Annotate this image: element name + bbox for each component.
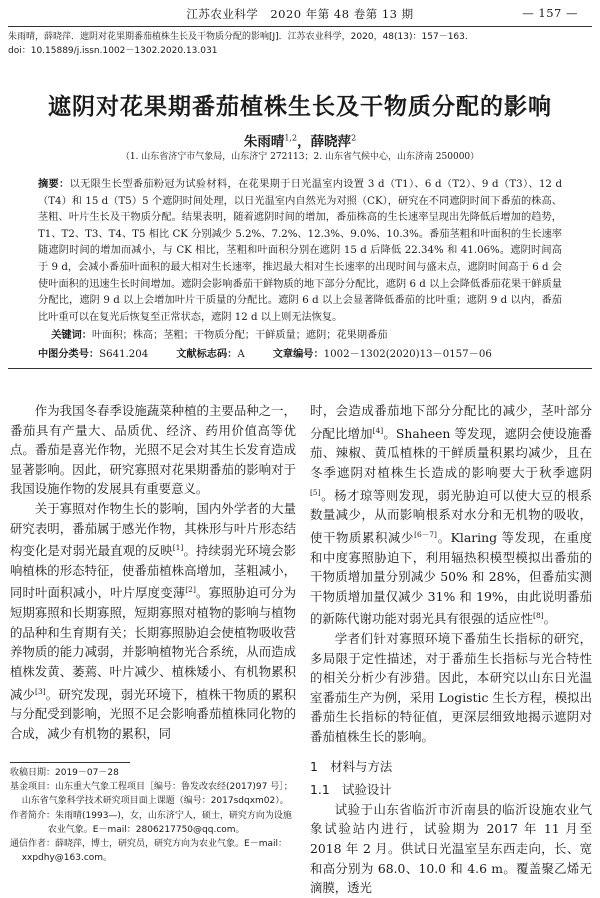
article-no-label: 文章编号：	[272, 349, 324, 360]
abstract-label: 摘要：	[38, 179, 70, 190]
keywords-line	[38, 328, 562, 345]
citation-block	[8, 30, 592, 58]
article-no: 1002－1302(2020)13－0157－06	[323, 349, 492, 360]
classification-line	[38, 345, 562, 360]
author-affil-mark: 1,2	[284, 133, 298, 143]
page-number: — 157 —	[522, 6, 578, 20]
paragraph: 时，会造成番茄地下部分分配比的减少，茎叶部分分配比增加[4]。Shaheen 等发现，遮阴会使设施番茄、辣椒、黄瓜植株的干鲜质量积累均减少，且在冬季遮阴对植株生长造成的影响要大于秋季遮阴[5]。杨才琼等则发现，弱光胁迫可以使大豆的根系数量减少，从而影响根系对水分和无机物的吸收，使干物质累积减少[6－7]。Klaring 等发现，在重度和中度寡照胁迫下，利用辐热积模型模拟出番茄的干物质增加量分别减少 50% 和 28%，但番茄实测干物质增加量仅减少 31% 和 19%，由此说明番茄的新陈代谢功能对弱光具有很强的适应性[8]。	[310, 403, 593, 627]
clc-label: 中图分类号：	[38, 349, 100, 360]
footnote-divider	[10, 762, 130, 763]
article-title: 遮阴对花果期番茄植株生长及干物质分配的影响	[48, 94, 552, 120]
subsection-heading: 1.1 试验设计	[310, 782, 392, 798]
footnotes	[10, 766, 296, 865]
doc-code-label: 文献标志码：	[176, 349, 238, 360]
keywords: 叶面积；株高；茎粗；干物质分配；干鲜质量；遮阴；花果期番茄	[92, 330, 388, 341]
citation-ref: [1]	[172, 543, 184, 553]
author-separator: ，	[297, 134, 311, 150]
author-name: 薛晓萍	[310, 134, 352, 150]
author-line	[0, 130, 600, 150]
author-name: 朱雨晴	[243, 134, 285, 150]
corresponding-author: 通信作者：薛晓萍，博士，研究员，研究方向为农业气象。E－mail：	[10, 839, 287, 850]
doi-text: doi：10.15889/j.issn.1002－1302.2020.13.031	[8, 46, 218, 56]
header-divider	[8, 26, 592, 27]
paragraph: 学者们针对寡照环境下番茄生长指标的研究，多局限于定性描述，对于番茄生长指标与光合特性的相关分析少有涉猎。因此，本研究以山东日光温室番茄生产为例，采用 Logistic 生长方程，模拟出番茄生长指标的特征值，更深层细致地揭示遮阴对番茄植株生长的影响。	[310, 631, 592, 744]
citation-ref: [6－7]	[414, 529, 437, 539]
journal-issue: 江苏农业科学 2020 年第 48 卷第 13 期	[186, 7, 414, 21]
citation-ref: [3]	[35, 686, 46, 696]
citation-text: 朱雨晴，薛晓萍．遮阴对花果期番茄植株生长及干物质分配的影响[J]．江苏农业科学，2020，48(13)：157－163．	[8, 32, 474, 42]
fund-info: 基金项目：山东重大气象工程项目［编号：鲁发改农经(2017)97 号］；	[10, 782, 293, 793]
author-info: 作者简介：朱雨晴(1993—)，女，山东济宁人，硕士，研究方向为设施	[10, 810, 292, 821]
running-head	[0, 6, 600, 26]
paragraph: 关于寡照对作物生长的影响，国内外学者的大量研究表明，番茄属于感光作物，其株形与叶片形态结构变化是对弱光最直观的反映[1]。持续弱光环境会影响植株的形态特征，使番茄植株高增加，茎粗减小，同时叶面积减小，叶片厚度变薄[2]。寡照胁迫可分为短期寡照和长期寡照，短期寡照对植物的影响与植物的品种和生育期有关；长期寡照胁迫会使植物吸收营养物质的能力减弱，并影响植物光合系统，从而造成植株发黄、萎蔫、叶片减少、植株矮小、有机物累积减少[3]。研究发现，弱光环境下，植株干物质的累积与分配受到影响，光照不足会影响番茄植株同化物的合成，减少有机物的累积，同	[10, 500, 297, 741]
body-column-left	[10, 401, 296, 743]
section-heading: 1 材料与方法	[310, 758, 393, 774]
paragraph: 作为我国冬春季设施蔬菜种植的主要品种之一，番茄具有产量大、品质优、经济、药用价值高等优点。番茄是喜光作物，光照不足会对其生长发育造成显著影响。因此，研究寡照对花果期番茄的影响对于我国设施作物的发展具有重要意义。	[10, 403, 296, 497]
author-info-cont: 农业气象。E－mail：2806217750@qq.com。	[47, 824, 245, 835]
author-affil-mark: 2	[351, 133, 357, 143]
abstract-divider	[8, 368, 592, 369]
paragraph: 试验于山东省临沂市沂南县的临沂设施农业气象试验站内进行，试验期为 2017 年 11 月至 2018 年 2 月。供试日光温室呈东西走向，长、宽和高分别为 68.0、10.0 和 4.6 m。覆盖聚乙烯无滴膜，透光	[310, 801, 592, 896]
received-date: 收稿日期：2019－07－28	[10, 768, 119, 778]
corresponding-email: xxpdhy@163.com。	[21, 853, 113, 864]
body-column-right	[310, 401, 592, 898]
clc-code: S641.204	[99, 349, 149, 360]
citation-ref: [4]	[372, 425, 384, 435]
abstract	[38, 177, 562, 326]
citation-ref: [5]	[310, 487, 321, 497]
citation-ref: [8]	[533, 611, 544, 621]
affiliations: （1. 山东省济宁市气象局，山东济宁 272113；2. 山东省气候中心，山东济南 250000）	[120, 152, 480, 162]
keywords-label: 关键词：	[51, 330, 92, 341]
fund-info-cont: 山东省气象科学技术研究项目面上课题（编号：2017sdqxm02）。	[21, 796, 289, 807]
doc-code: A	[237, 349, 245, 360]
citation-ref: [2]	[185, 585, 196, 595]
abstract-text: 以无限生长型番茄粉冠为试验材料，在花果期于日光温室内设置 3 d（T1）、6 d（T2）、9 d（T3）、12 d（T4）和 15 d（T5）5 个遮阴时间处理，以日光温室内自然光为对照（CK），研究在不同遮阴时间下番茄的株高、茎粗、叶片生长及干物质分配。结果表明，随着遮阴时间的增加，番茄株高的生长速率呈现出先降低后增加的趋势，T1、T2、T3、T4、T5 相比 CK 分别减少 5.2%、7.2%、12.3%、9.0%、10.3%。番茄茎粗和叶面积的生长速率随遮阴时间的增加而减小，与 CK 相比，茎粗和叶面积分别在遮阴 15 d 后降低 22.34% 和 41.06%。遮阴时间高于 9 d，会减小番茄叶面积的最大相对生长速率，推迟最大相对生长速率的出现时间与盛末点，遮阴时间高于 6 d 会使叶面积的迅速生长时间增加。遮阴会影响番茄干鲜物质的地下部分分配比，遮阴 6 d 以上会降低番茄花果干鲜质量分配比，遮阴 9 d 以上会增加叶片干质量的分配比。遮阴 6 d 以上会显著降低番茄的比叶重；遮阴 9 d 以内，番茄比叶重可以在复光后恢复至正常状态，遮阴 12 d 以上则无法恢复。	[38, 179, 563, 323]
